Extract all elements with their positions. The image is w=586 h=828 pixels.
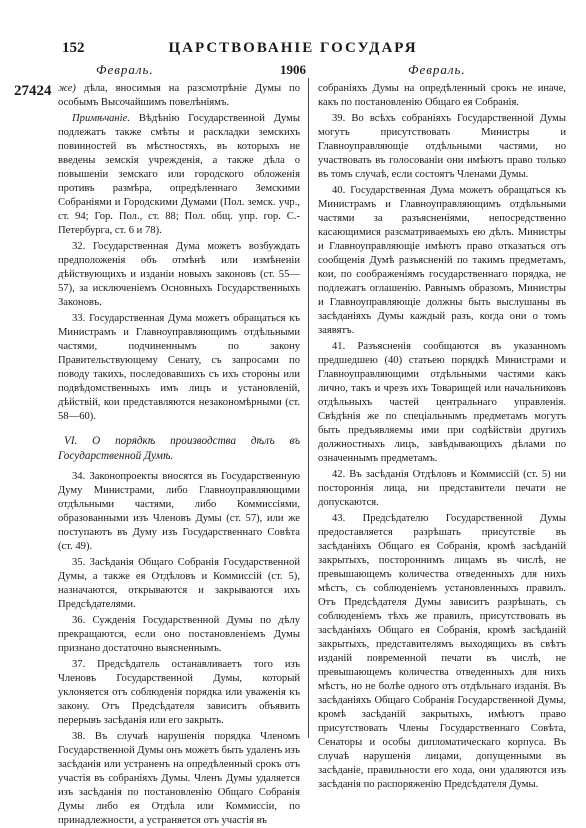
note-label: Примѣчаніе. — [72, 113, 130, 124]
running-title: ЦАРСТВОВАНІЕ ГОСУДАРЯ — [168, 40, 418, 56]
paragraph-text: дѣла, вносимыя на разсмотрѣніе Думы по особымъ Высочайшимъ повелѣніямъ. — [58, 83, 300, 108]
article-37: 37. Предсѣдатель останавливаетъ того изъ Членовъ Государственной Думы, который уклоняется отъ соблюденія порядка или уваженія къ закону. Отъ Предсѣдателя зависитъ объявить перерывъ засѣданія или его закрыть. — [58, 659, 300, 726]
article-35: 35. Засѣданія Общаго Собранія Государственной Думы, а также ея Отдѣловъ и Коммиссій (ст. 5), назначаются, открываются и закрываются ихъ Предсѣдателями. — [58, 557, 300, 610]
note-text: Вѣдѣнію Государственной Думы подлежатъ также смѣты и раскладки земскихъ повинностей въ мѣстностяхъ, въ которыхъ не введены земскія учрежденія, а также дѣла о повышеніи земскаго или городского обложенія противъ размѣра, опредѣленнаго Земскими Собраніями и Городскими Думами (Пол. земск. учр., ст. 94; Гор. Пол., ст. 88; Пол. общ. упр. гор. С.-Петербурга, ст. 6 и 78). — [58, 113, 300, 236]
year-label: 1906 — [280, 62, 306, 77]
article-39: 39. Во всѣхъ собраніяхъ Государственной Думы могутъ присутствовать Министры и Главноуправляющіе отдѣльными частями, но участвовать въ голосованіи они имѣютъ право только въ томъ случаѣ, если состоятъ Членами Думы. — [318, 113, 566, 180]
article-33: 33. Государственная Дума можетъ обращаться къ Министрамъ и Главноуправляющимъ отдѣльными частями, подчиненнымъ по закону Правительствующему Сенату, съ запросами по поводу такихъ, последовавшихъ съ ихъ стороны или подвѣдомственныхъ имъ лицъ и установленій, дѣйствій, кои представляются незакономѣрными (ст. 58—60). — [58, 313, 300, 422]
left-month-label: Февраль. — [96, 62, 154, 77]
right-column — [318, 82, 566, 790]
paragraph-prefix: же) — [58, 83, 76, 94]
article-34: 34. Законопроекты вносятся въ Государственную Думу Министрами, либо Главноуправляющими отдѣльными частями, либо Коммиссіями, образованными изъ Членовъ Думы (ст. 57), или же поступаютъ въ Думу изъ Государственнаго Совѣта (ст. 49). — [58, 471, 300, 552]
paragraph-continuation-left — [58, 82, 300, 110]
column-divider — [308, 78, 309, 738]
left-column — [58, 82, 300, 826]
article-42: 42. Въ засѣданія Отдѣловъ и Коммиссій (ст. 5) ни постороннія лица, ни представители печати не допускаются. — [318, 469, 566, 508]
page-number: 152 — [62, 40, 85, 56]
article-36: 36. Сужденія Государственной Думы по дѣлу прекращаются, если оно постановленіемъ Думы признано достаточно выясненнымъ. — [58, 615, 300, 654]
article-43: 43. Предсѣдателю Государственной Думы предоставляется разрѣшать присутствіе въ засѣданіяхъ Общаго ея Собранія, кромѣ засѣданій закрытыхъ, постороннимъ лицамъ въ числѣ, не превышающемъ количества отведенныхъ для нихъ мѣстъ, съ соблюденіемъ установленныхъ правилъ. Отъ Предсѣдателя Думы зависитъ разрѣшать, съ соблюденіемъ тѣхъ же правилъ, присутствовать въ засѣданіяхъ Общаго ея Собранія, кромѣ засѣданій закрытыхъ, представителямъ выходящихъ въ свѣтъ изданій повременной печати въ числѣ, не превышающемъ количества отведенныхъ для нихъ мѣстъ, но не болѣе одного отъ отдѣльнаго изданія. Въ засѣданіяхъ Общаго Собранія Государственной Думы, кромѣ засѣданій закрытыхъ, имѣютъ право присутствовать Члены Государственнаго Совѣта, Сенаторы и особы дипломатическаго корпуса. Въ случаѣ нарушенія лицами, допущенными въ засѣданіе, правильности его хода, они удаляются изъ засѣданія по распоряженію Предсѣдателя Думы. — [318, 513, 566, 790]
paragraph-continuation-right: собраніяхъ Думы на опредѣленный срокъ не иначе, какъ по постановленію Общаго ея Собранія. — [318, 83, 566, 108]
note-paragraph — [58, 112, 300, 238]
article-38: 38. Въ случаѣ нарушенія порядка Членомъ Государственной Думы онъ можетъ быть удаленъ изъ засѣданія или устраненъ на опредѣленный срокъ отъ участія въ собраніяхъ Думы. Членъ Думы удаляется изъ засѣданія по постановленію Общаго Собранія Думы либо ея Отдѣла или Коммиссіи, по принадлежности, а устраняется отъ участія въ — [58, 731, 300, 826]
article-32: 32. Государственная Дума можетъ возбуждать предположенія объ отмѣнѣ или измѣненіи дѣйствующихъ и изданіи новыхъ законовъ (ст. 55—57), за исключеніемъ Основныхъ Государственныхъ Законовъ. — [58, 241, 300, 308]
article-40: 40. Государственная Дума можетъ обращаться къ Министрамъ и Главноуправляющимъ отдѣльными частями за разъясненіями, непосредственно касающимися разсматриваемыхъ ею дѣлъ. Министры и Главноуправляющіе имѣютъ право отказаться отъ сообщенія Думѣ разъясненій по такимъ предметамъ, кои, по соображеніямъ государственнаго порядка, не подлежатъ оглашенію. Равнымъ образомъ, Министры и Главноуправляющіе должны быть выслушаны въ засѣданіяхъ Думы каждый разъ, когда они о томъ заявятъ. — [318, 185, 566, 336]
right-month-label: Февраль. — [408, 62, 466, 77]
section-heading: VI. О порядкѣ производства дѣлъ въ Государственной Думѣ. — [58, 435, 300, 462]
article-41: 41. Разъясненія сообщаются въ указанномъ предшедшею (40) статьею порядкѣ Министрами и Главноуправляющими отдѣльными частями какъ лично, такъ и чрезъ ихъ Товарищей или начальниковъ отдѣльныхъ частей центральнаго управленія. Свѣдѣнія же по спеціальнымъ предметамъ могутъ быть предъявляемы ими при содѣйствіи другихъ должностныхъ лицъ, завѣдывающихъ дѣлами по означеннымъ предметамъ. — [318, 341, 566, 464]
law-number: 27424 — [14, 83, 52, 99]
